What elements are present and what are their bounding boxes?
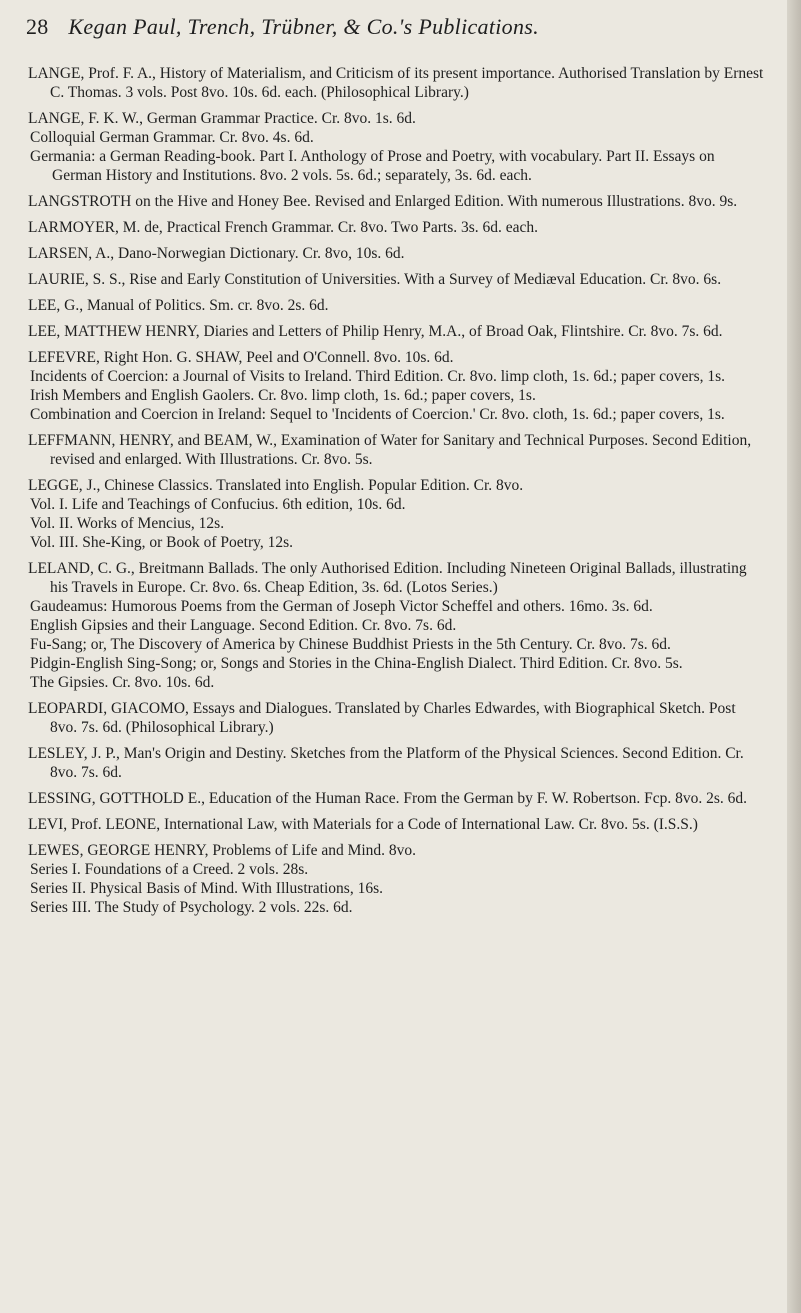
entry-heading: LEGGE, J., Chinese Classics. Translated into English. Popular Edition. Cr. 8vo.	[28, 477, 524, 494]
catalogue-entry	[28, 559, 766, 692]
entry-heading: LEVI, Prof. LEONE, International Law, with Materials for a Code of International Law. Cr. 8vo. 5s. (I.S.S.)	[28, 816, 698, 833]
entry-subitem: English Gipsies and their Language. Second Edition. Cr. 8vo. 7s. 6d.	[30, 617, 457, 634]
entry-heading: LELAND, C. G., Breitmann Ballads. The only Authorised Edition. Including Nineteen Original Ballads, illustrating his Travels in Europe. Cr. 8vo. 6s. Cheap Edition, 3s. 6d. (Lotos Series.)	[28, 560, 747, 596]
catalogue-entry	[28, 789, 766, 808]
entry-subitem: Series II. Physical Basis of Mind. With Illustrations, 16s.	[30, 880, 383, 897]
entry-subitem: Germania: a German Reading-book. Part I. Anthology of Prose and Poetry, with vocabulary. Part II. Essays on German History and Institutions. 8vo. 2 vols. 5s. 6d.; separately, 3s. 6d. each.	[30, 148, 715, 184]
catalogue-entry	[28, 841, 766, 917]
entry-subitem: The Gipsies. Cr. 8vo. 10s. 6d.	[30, 674, 215, 691]
entry-heading: LANGSTROTH on the Hive and Honey Bee. Revised and Enlarged Edition. With numerous Illustrations. 8vo. 9s.	[28, 193, 738, 210]
entry-heading: LARMOYER, M. de, Practical French Grammar. Cr. 8vo. Two Parts. 3s. 6d. each.	[28, 219, 539, 236]
catalogue-entry	[28, 192, 766, 211]
entry-heading: LESSING, GOTTHOLD E., Education of the Human Race. From the German by F. W. Robertson. Fcp. 8vo. 2s. 6d.	[28, 790, 747, 807]
entry-heading: LAURIE, S. S., Rise and Early Constitution of Universities. With a Survey of Mediæval Education. Cr. 8vo. 6s.	[28, 271, 722, 288]
entry-subitem: Fu-Sang; or, The Discovery of America by Chinese Buddhist Priests in the 5th Century. Cr. 8vo. 7s. 6d.	[30, 636, 671, 653]
entry-heading: LEWES, GEORGE HENRY, Problems of Life and Mind. 8vo.	[28, 842, 417, 859]
entry-heading: LEOPARDI, GIACOMO, Essays and Dialogues. Translated by Charles Edwardes, with Biographical Sketch. Post 8vo. 7s. 6d. (Philosophical Library.)	[28, 700, 736, 736]
entry-heading: LANGE, F. K. W., German Grammar Practice. Cr. 8vo. 1s. 6d.	[28, 110, 416, 127]
page-edge	[787, 0, 801, 1313]
catalogue-entry	[28, 270, 766, 289]
entry-heading: LARSEN, A., Dano-Norwegian Dictionary. Cr. 8vo, 10s. 6d.	[28, 245, 405, 262]
catalogue-entry	[28, 296, 766, 315]
entry-heading: LEFEVRE, Right Hon. G. SHAW, Peel and O'Connell. 8vo. 10s. 6d.	[28, 349, 454, 366]
catalogue-entries	[28, 64, 766, 924]
entry-subitem: Vol. III. She-King, or Book of Poetry, 12s.	[30, 534, 294, 551]
entry-subitem: Series I. Foundations of a Creed. 2 vols. 28s.	[30, 861, 309, 878]
entry-heading: LESLEY, J. P., Man's Origin and Destiny. Sketches from the Platform of the Physical Sciences. Second Edition. Cr. 8vo. 7s. 6d.	[28, 745, 744, 781]
page-header	[26, 14, 766, 54]
catalogue-entry	[28, 322, 766, 341]
entry-heading: LEE, MATTHEW HENRY, Diaries and Letters of Philip Henry, M.A., of Broad Oak, Flintshire. Cr. 8vo. 7s. 6d.	[28, 323, 723, 340]
catalogue-entry	[28, 815, 766, 834]
entry-heading: LEE, G., Manual of Politics. Sm. cr. 8vo. 2s. 6d.	[28, 297, 329, 314]
entry-subitem: Incidents of Coercion: a Journal of Visits to Ireland. Third Edition. Cr. 8vo. limp cloth, 1s. 6d.; paper covers, 1s.	[30, 368, 726, 385]
running-title: Kegan Paul, Trench, Trübner, & Co.'s Publications.	[68, 14, 539, 39]
entry-heading: LEFFMANN, HENRY, and BEAM, W., Examination of Water for Sanitary and Technical Purposes. Second Edition, revised and enlarged. With Illustrations. Cr. 8vo. 5s.	[28, 432, 752, 468]
catalogue-entry	[28, 244, 766, 263]
catalogue-entry	[28, 109, 766, 185]
entry-subitem: Combination and Coercion in Ireland: Sequel to 'Incidents of Coercion.' Cr. 8vo. cloth, 1s. 6d.; paper covers, 1s.	[30, 406, 725, 423]
entry-subitem: Irish Members and English Gaolers. Cr. 8vo. limp cloth, 1s. 6d.; paper covers, 1s.	[30, 387, 536, 404]
entry-subitem: Vol. II. Works of Mencius, 12s.	[30, 515, 225, 532]
entry-subitem: Colloquial German Grammar. Cr. 8vo. 4s. 6d.	[30, 129, 314, 146]
entry-subitem: Pidgin-English Sing-Song; or, Songs and Stories in the China-English Dialect. Third Edition. Cr. 8vo. 5s.	[30, 655, 683, 672]
catalogue-entry	[28, 218, 766, 237]
entry-subitem: Vol. I. Life and Teachings of Confucius. 6th edition, 10s. 6d.	[30, 496, 406, 513]
entry-subitem: Gaudeamus: Humorous Poems from the German of Joseph Victor Scheffel and others. 16mo. 3s. 6d.	[30, 598, 653, 615]
entry-heading: LANGE, Prof. F. A., History of Materialism, and Criticism of its present importance. Authorised Translation by Ernest C. Thomas. 3 vols. Post 8vo. 10s. 6d. each. (Philosophical Library.)	[28, 65, 764, 101]
catalogue-entry	[28, 348, 766, 424]
catalogue-entry	[28, 431, 766, 469]
catalogue-entry	[28, 64, 766, 102]
page-number: 28	[26, 14, 49, 39]
entry-subitem: Series III. The Study of Psychology. 2 vols. 22s. 6d.	[30, 899, 353, 916]
catalogue-entry	[28, 699, 766, 737]
catalogue-entry	[28, 476, 766, 552]
catalogue-entry	[28, 744, 766, 782]
